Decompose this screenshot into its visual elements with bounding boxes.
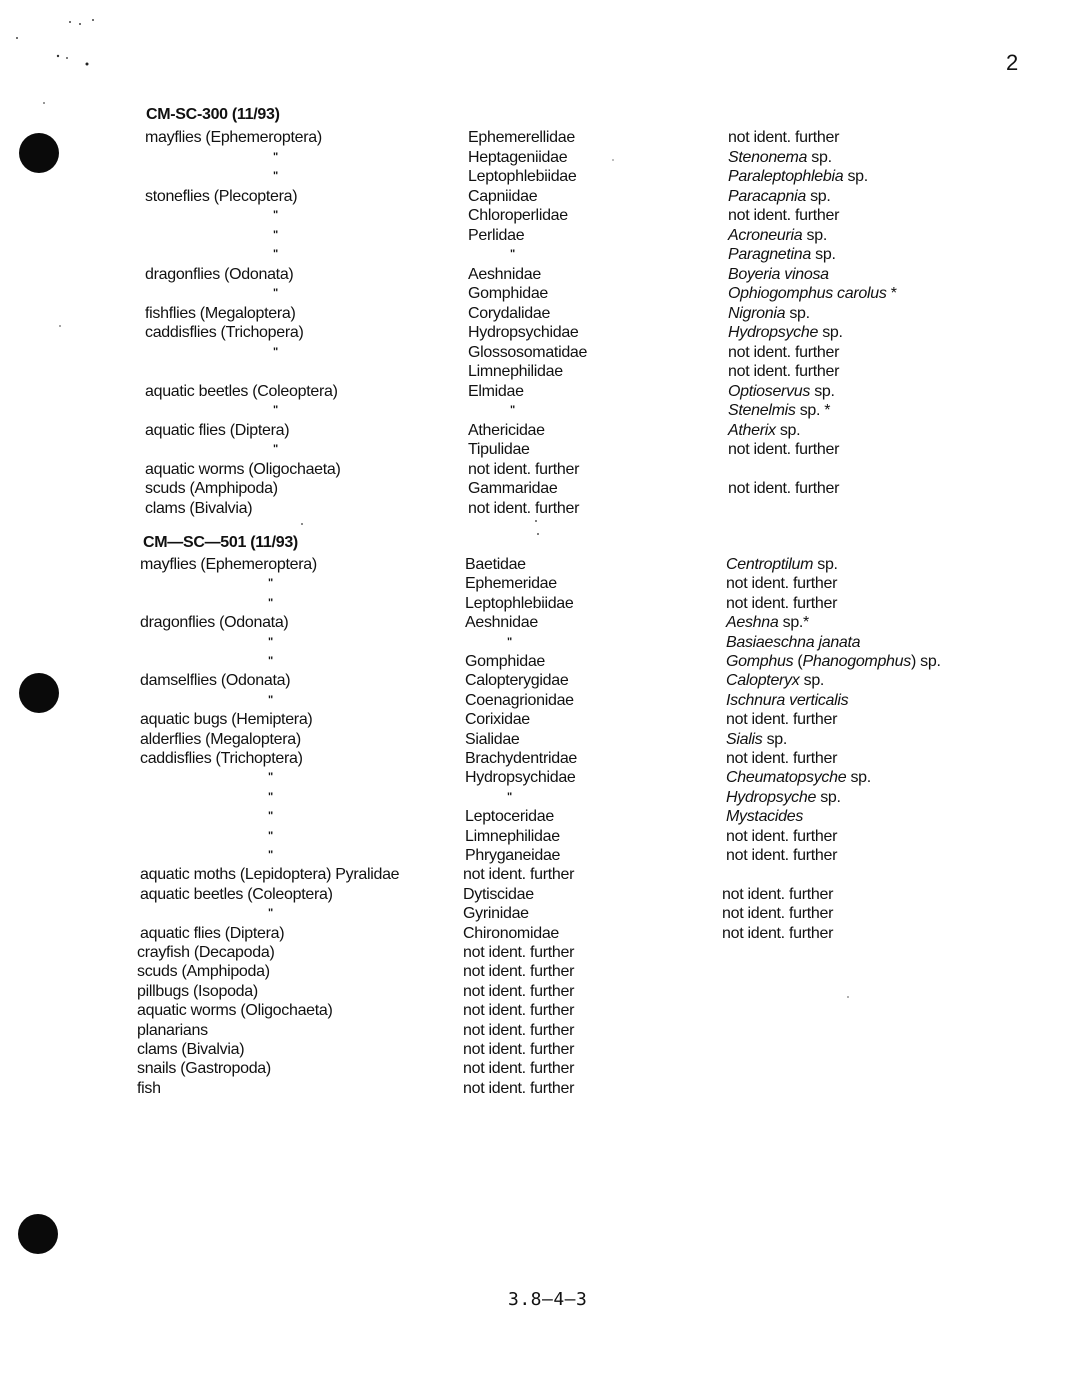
identification-cell xyxy=(728,284,897,304)
table-row xyxy=(0,710,1068,730)
table-row xyxy=(0,962,1068,982)
table-row xyxy=(0,226,1068,246)
identification-cell xyxy=(726,633,860,653)
family-cell: Heptageniidae xyxy=(468,148,568,166)
ditto-mark: " xyxy=(273,209,278,221)
genus-name: Gomphus xyxy=(726,653,794,670)
species-suffix: sp. xyxy=(799,672,825,690)
table-row xyxy=(0,382,1068,402)
genus-name: Aeshna xyxy=(726,614,779,632)
ditto-mark: " xyxy=(268,577,273,590)
identification-text: not ident. further xyxy=(722,924,834,942)
common-name-cell: stoneflies (Plecoptera) xyxy=(145,187,298,205)
table-row xyxy=(0,865,1068,885)
genus-name: Cheumatopsyche xyxy=(726,769,847,787)
family-cell: Dytiscidae xyxy=(463,885,534,903)
ditto-mark: " xyxy=(273,443,278,455)
common-name-cell: mayflies (Ephemeroptera) xyxy=(140,556,317,573)
subgenus-name: Phanogomphus xyxy=(802,653,911,670)
identification-text: not ident. further xyxy=(728,441,840,458)
table-row xyxy=(0,652,1068,672)
ditto-mark: " xyxy=(268,635,273,648)
species-suffix: sp.* xyxy=(778,614,809,632)
table-row xyxy=(0,1059,1068,1079)
family-cell: not ident. further xyxy=(463,866,575,884)
station-heading: CM—SC—501 (11/93) xyxy=(143,534,298,551)
identification-cell xyxy=(726,555,838,575)
identification-text: not ident. further xyxy=(726,575,838,593)
identification-cell xyxy=(726,652,941,672)
family-cell: Gammaridae xyxy=(468,480,558,497)
table-row xyxy=(0,788,1068,808)
genus-name: Atherix xyxy=(728,421,776,439)
species-suffix: sp. * xyxy=(795,402,831,419)
family-cell: Limnephilidae xyxy=(468,363,563,380)
common-name-cell: scuds (Amphipoda) xyxy=(145,480,278,497)
identification-cell xyxy=(728,206,839,226)
identification-cell xyxy=(728,148,832,168)
genus-name: Boyeria vinosa xyxy=(728,265,829,283)
identification-cell xyxy=(726,730,787,750)
table-row xyxy=(0,749,1068,769)
common-name-cell: aquatic flies (Diptera) xyxy=(145,421,290,439)
identification-cell xyxy=(726,788,841,808)
identification-cell xyxy=(726,768,871,788)
identification-text: not ident. further xyxy=(728,480,840,497)
family-cell: Gomphidae xyxy=(468,285,549,302)
table-row xyxy=(0,1040,1068,1060)
common-name-cell: crayfish (Decapoda) xyxy=(137,944,275,961)
document-footer-code: 3.8–4–3 xyxy=(508,1289,588,1310)
species-suffix: sp. xyxy=(813,556,838,573)
family-cell: Phryganeidae xyxy=(465,847,561,864)
table-row xyxy=(0,730,1068,750)
identification-cell xyxy=(728,362,839,382)
table-row xyxy=(0,827,1068,847)
table-row xyxy=(0,671,1068,691)
genus-name: Stenelmis xyxy=(728,402,796,419)
table-row xyxy=(0,479,1068,499)
page-number: 2 xyxy=(1006,50,1019,75)
ditto-mark: " xyxy=(268,596,273,609)
common-name-cell: clams (Bivalvia) xyxy=(145,499,253,517)
table-row xyxy=(0,128,1068,148)
common-name-cell: pillbugs (Isopoda) xyxy=(137,982,258,1000)
genus-name: Ophiogomphus carolus xyxy=(728,285,887,302)
table-row xyxy=(0,245,1068,265)
ditto-mark: " xyxy=(268,790,273,803)
family-cell: not ident. further xyxy=(468,460,580,478)
table-row xyxy=(0,1079,1068,1099)
table-row xyxy=(0,499,1068,519)
identification-text: not ident. further xyxy=(726,711,838,729)
identification-cell xyxy=(728,226,827,246)
species-suffix: sp. xyxy=(811,246,836,263)
common-name-cell: fishflies (Megaloptera) xyxy=(145,304,296,322)
identification-cell xyxy=(726,691,848,711)
common-name-cell: caddisflies (Trichopera) xyxy=(145,324,304,341)
identification-cell xyxy=(726,807,803,827)
identification-cell xyxy=(726,671,824,691)
ditto-mark: " xyxy=(507,635,512,648)
ditto-mark: " xyxy=(273,345,278,358)
table-row xyxy=(0,768,1068,788)
identification-text: not ident. further xyxy=(726,750,838,767)
family-cell: not ident. further xyxy=(463,963,575,981)
identification-text: not ident. further xyxy=(726,594,838,612)
common-name-cell: planarians xyxy=(137,1021,208,1039)
species-suffix: sp. xyxy=(802,226,827,244)
family-cell: not ident. further xyxy=(463,944,575,961)
family-cell: Capniidae xyxy=(468,187,538,205)
family-cell: Corydalidae xyxy=(468,304,551,322)
genus-name: Optioservus xyxy=(728,382,811,400)
table-row xyxy=(0,460,1068,480)
table-row xyxy=(0,440,1068,460)
common-name-cell: dragonflies (Odonata) xyxy=(145,265,294,283)
identification-text: not ident. further xyxy=(726,847,838,864)
family-cell: Leptophlebiidae xyxy=(468,168,577,185)
common-name-cell: damselflies (Odonata) xyxy=(140,672,291,690)
table-row xyxy=(0,691,1068,711)
identification-text: not ident. further xyxy=(726,827,838,845)
identification-text: not ident. further xyxy=(728,363,840,380)
identification-cell xyxy=(728,479,839,499)
table-row xyxy=(0,846,1068,866)
genus-name: Mystacides xyxy=(726,808,804,826)
species-suffix: ) sp. xyxy=(910,653,941,670)
ditto-mark: " xyxy=(273,287,278,299)
identification-cell xyxy=(728,187,831,207)
table-row xyxy=(0,943,1068,963)
ditto-mark: " xyxy=(273,170,278,182)
identification-cell xyxy=(726,710,837,730)
genus-name: Ischnura verticalis xyxy=(726,691,849,709)
table-row xyxy=(0,574,1068,594)
table-row xyxy=(0,304,1068,324)
family-cell: Glossosomatidae xyxy=(468,343,588,361)
family-cell: not ident. further xyxy=(468,499,580,517)
ditto-mark: " xyxy=(273,248,278,260)
species-suffix: ( xyxy=(793,653,803,670)
common-name-cell: caddisflies (Trichoptera) xyxy=(140,750,303,767)
table-row xyxy=(0,1021,1068,1041)
species-suffix: sp. xyxy=(816,788,841,806)
genus-name: Paragnetina xyxy=(728,246,811,263)
family-cell: Ephemerellidae xyxy=(468,129,575,146)
genus-name: Nigronia xyxy=(728,304,786,322)
identification-cell xyxy=(728,167,868,187)
ditto-mark: " xyxy=(268,907,273,920)
family-cell: not ident. further xyxy=(463,1021,575,1039)
family-cell: Hydropsychidae xyxy=(468,324,579,341)
family-cell: Coenagrionidae xyxy=(465,691,574,709)
family-cell: Limnephilidae xyxy=(465,827,560,845)
station-heading: CM-SC-300 (11/93) xyxy=(146,106,280,123)
common-name-cell: alderflies (Megaloptera) xyxy=(140,730,301,748)
identification-cell xyxy=(722,924,833,944)
identification-cell xyxy=(726,827,837,847)
family-cell: Ephemeridae xyxy=(465,575,557,593)
species-suffix: sp. xyxy=(762,730,788,748)
family-cell: Aeshnidae xyxy=(465,614,538,632)
table-row xyxy=(0,343,1068,363)
species-suffix: sp. xyxy=(818,324,843,341)
identification-cell xyxy=(726,846,837,866)
common-name-cell: aquatic worms (Oligochaeta) xyxy=(145,460,341,478)
table-row xyxy=(0,265,1068,285)
identification-cell xyxy=(728,323,843,343)
family-cell: Corixidae xyxy=(465,711,530,729)
genus-name: Acroneuria xyxy=(728,226,803,244)
identification-cell xyxy=(728,421,800,441)
identification-cell xyxy=(728,401,830,421)
table-row xyxy=(0,206,1068,226)
species-suffix: sp. xyxy=(807,148,832,166)
common-name-cell: aquatic worms (Oligochaeta) xyxy=(137,1002,333,1020)
identification-text: not ident. further xyxy=(728,129,840,146)
table-row xyxy=(0,807,1068,827)
family-cell: Gomphidae xyxy=(465,653,546,670)
family-cell: Baetidae xyxy=(465,556,526,573)
family-cell: not ident. further xyxy=(463,1041,575,1058)
ditto-mark: " xyxy=(273,150,278,163)
identification-text: not ident. further xyxy=(722,905,834,923)
common-name-cell: aquatic bugs (Hemiptera) xyxy=(140,711,313,729)
ditto-mark: " xyxy=(268,771,273,784)
table-row xyxy=(0,401,1068,421)
identification-cell xyxy=(726,594,837,614)
genus-name: Stenonema xyxy=(728,148,808,166)
identification-cell xyxy=(722,904,833,924)
family-cell: not ident. further xyxy=(463,1060,575,1078)
species-suffix: sp. xyxy=(846,769,871,787)
table-row xyxy=(0,284,1068,304)
identification-cell xyxy=(728,304,810,324)
identification-cell xyxy=(728,265,829,285)
identification-cell xyxy=(728,343,839,363)
common-name-cell: fish xyxy=(137,1079,161,1097)
table-row xyxy=(0,982,1068,1002)
table-row xyxy=(0,1001,1068,1021)
family-cell: Perlidae xyxy=(468,226,525,244)
family-cell: Calopterygidae xyxy=(465,672,569,690)
ditto-mark: " xyxy=(268,849,273,861)
table-row xyxy=(0,167,1068,187)
table-row xyxy=(0,187,1068,207)
common-name-cell: scuds (Amphipoda) xyxy=(137,963,270,981)
identification-cell xyxy=(726,749,837,769)
table-row xyxy=(0,594,1068,614)
family-cell: Chironomidae xyxy=(463,924,560,942)
genus-name: Sialis xyxy=(726,730,763,748)
identification-text: not ident. further xyxy=(728,207,840,224)
common-name-cell: clams (Bivalvia) xyxy=(137,1041,245,1058)
ditto-mark: " xyxy=(273,404,278,416)
ditto-mark: " xyxy=(268,693,273,706)
genus-name: Paracapnia xyxy=(728,187,806,205)
table-row xyxy=(0,555,1068,575)
species-suffix: sp. xyxy=(785,304,810,322)
family-cell: Hydropsychidae xyxy=(465,769,576,787)
ditto-mark: " xyxy=(268,829,273,842)
family-cell: Gyrinidae xyxy=(463,905,529,923)
table-row xyxy=(0,362,1068,382)
table-row xyxy=(0,633,1068,653)
table-row xyxy=(0,421,1068,441)
family-cell: Elmidae xyxy=(468,382,524,400)
identification-cell xyxy=(726,574,837,594)
family-cell: Tipulidae xyxy=(468,441,530,458)
ditto-mark: " xyxy=(510,248,515,260)
common-name-cell: snails (Gastropoda) xyxy=(137,1060,271,1078)
common-name-cell: aquatic beetles (Coleoptera) xyxy=(145,382,338,400)
identification-text: not ident. further xyxy=(728,343,840,361)
identification-cell xyxy=(726,613,809,633)
identification-text: not ident. further xyxy=(722,885,834,903)
common-name-cell: aquatic moths (Lepidoptera) Pyralidae xyxy=(140,866,400,884)
table-row xyxy=(0,613,1068,633)
genus-name: Hydropsyche xyxy=(728,324,819,341)
table-row xyxy=(0,148,1068,168)
family-cell: Leptoceridae xyxy=(465,808,554,826)
species-suffix: sp. xyxy=(810,382,835,400)
table-row xyxy=(0,904,1068,924)
species-suffix: sp. xyxy=(775,421,801,439)
identification-cell xyxy=(728,440,839,460)
ditto-mark: " xyxy=(507,790,512,803)
family-cell: Brachydentridae xyxy=(465,750,578,767)
family-cell: not ident. further xyxy=(463,1079,575,1097)
ditto-mark: " xyxy=(273,228,278,241)
family-cell: not ident. further xyxy=(463,982,575,1000)
genus-name: Calopteryx xyxy=(726,672,800,690)
identification-cell xyxy=(728,382,835,402)
species-suffix: sp. xyxy=(843,168,868,185)
ditto-mark: " xyxy=(268,810,273,823)
family-cell: Aeshnidae xyxy=(468,265,541,283)
genus-name: Hydropsyche xyxy=(726,788,817,806)
common-name-cell: dragonflies (Odonata) xyxy=(140,614,289,632)
identification-cell xyxy=(722,885,833,905)
genus-name: Centroptilum xyxy=(726,556,814,573)
family-cell: Leptophlebiidae xyxy=(465,594,574,612)
species-suffix: * xyxy=(886,285,897,302)
family-cell: Athericidae xyxy=(468,421,545,439)
family-cell: Sialidae xyxy=(465,730,520,748)
ditto-mark: " xyxy=(268,655,273,667)
genus-name: Basiaeschna janata xyxy=(726,633,861,651)
species-suffix: sp. xyxy=(805,187,831,205)
identification-cell xyxy=(728,245,836,265)
family-cell: Chloroperlidae xyxy=(468,207,568,224)
ditto-mark: " xyxy=(510,404,515,416)
common-name-cell: aquatic flies (Diptera) xyxy=(140,924,285,942)
common-name-cell: mayflies (Ephemeroptera) xyxy=(145,129,322,146)
family-cell: not ident. further xyxy=(463,1002,575,1020)
identification-cell xyxy=(728,128,839,148)
table-row xyxy=(0,323,1068,343)
table-row xyxy=(0,885,1068,905)
table-row xyxy=(0,924,1068,944)
genus-name: Paraleptophlebia xyxy=(728,168,844,185)
common-name-cell: aquatic beetles (Coleoptera) xyxy=(140,885,333,903)
